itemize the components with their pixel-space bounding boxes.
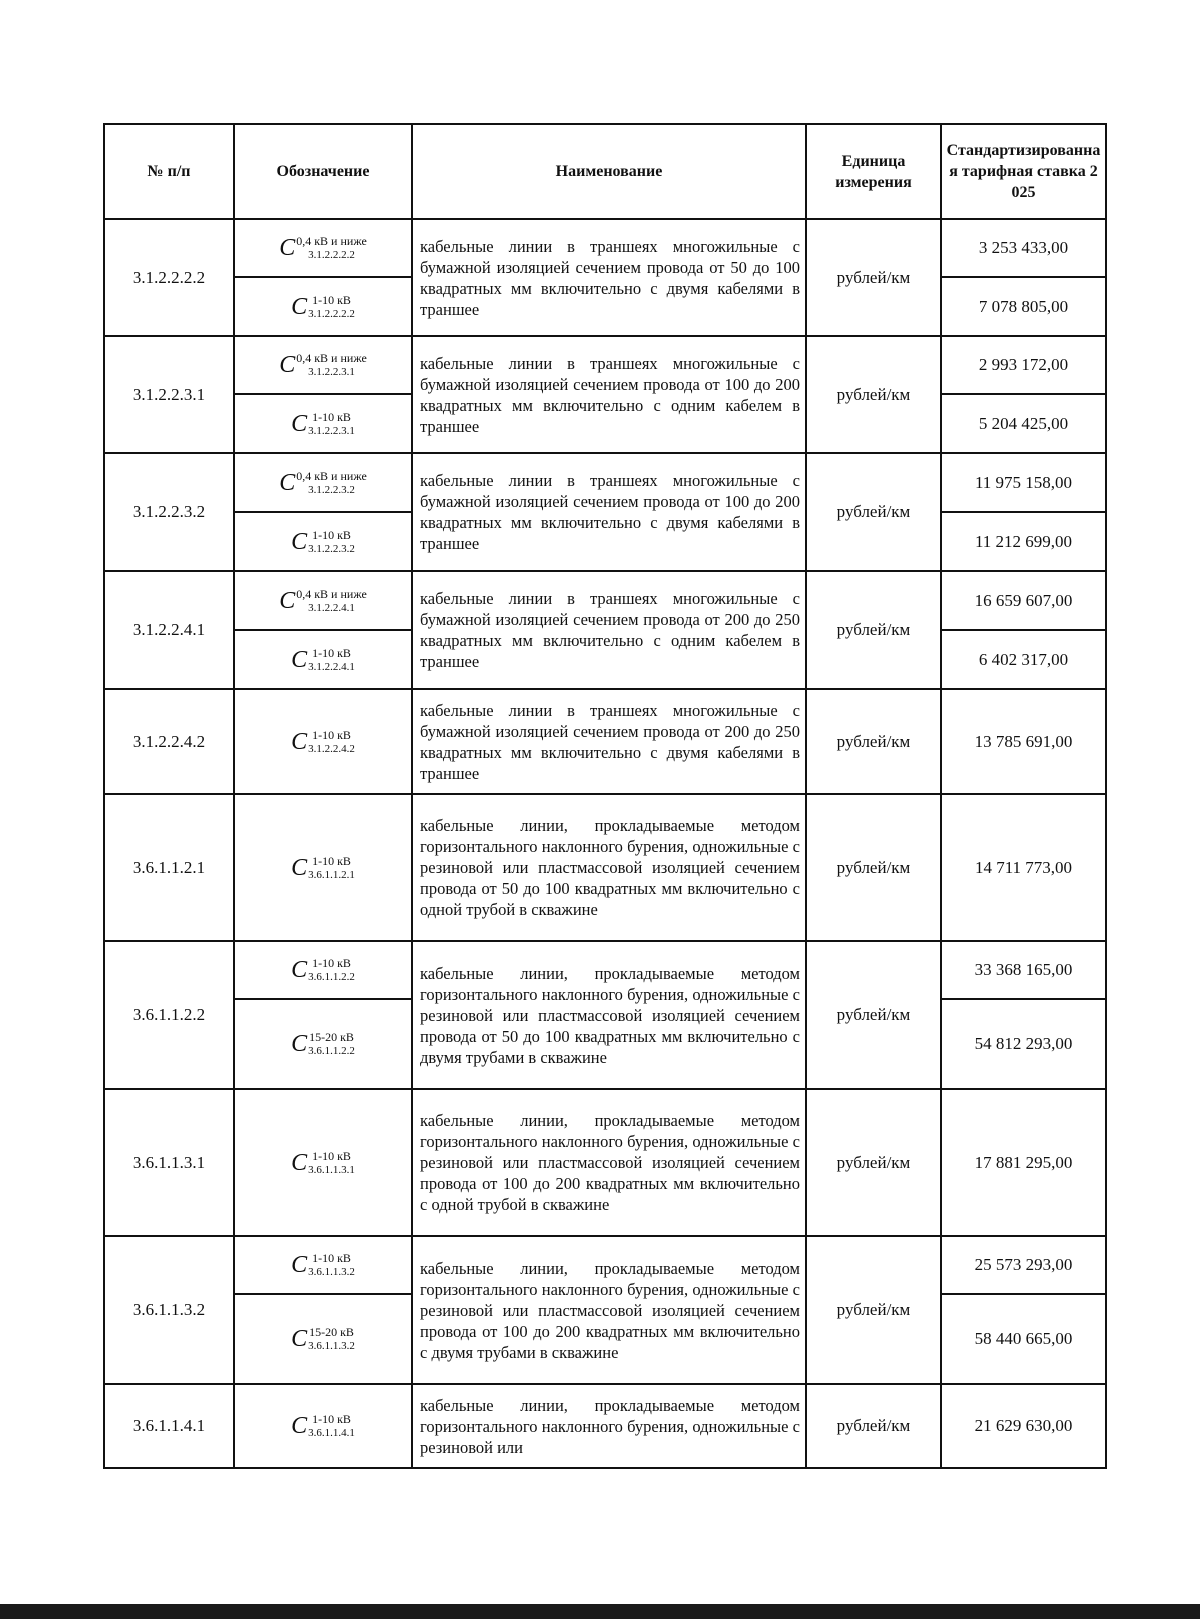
tariff-value: 21 629 630,00: [941, 1384, 1106, 1468]
symbol-letter: C: [291, 1252, 308, 1278]
symbol-letter: C: [279, 587, 296, 614]
symbol-indices: [308, 957, 355, 983]
table-body: [104, 219, 1106, 1468]
symbol-letter: C: [291, 854, 308, 881]
symbol-indices: [308, 1326, 355, 1352]
tariff-symbol: [291, 529, 355, 555]
symbol-indices: [308, 1150, 355, 1176]
symbol-index: 3.1.2.2.3.2: [308, 483, 355, 496]
tariff-value: 14 711 773,00: [941, 794, 1106, 941]
tariff-value: 13 785 691,00: [941, 689, 1106, 794]
tariff-value: 17 881 295,00: [941, 1089, 1106, 1236]
tariff-symbol: [291, 957, 355, 983]
table-row: [104, 336, 1106, 394]
item-name: кабельные линии, прокладываемые методом горизонтального наклонного бурения, одножильные с резиновой или: [412, 1384, 806, 1468]
designation-cell: [234, 1089, 412, 1236]
tariff-symbol: [291, 855, 355, 881]
symbol-letter: C: [279, 469, 296, 496]
item-unit: рублей/км: [806, 1384, 941, 1468]
symbol-letter: C: [291, 646, 308, 673]
symbol-indices: [308, 729, 355, 755]
tariff-symbol: [279, 588, 367, 614]
item-unit: рублей/км: [806, 219, 941, 336]
symbol-index: 3.6.1.1.2.2: [308, 971, 355, 983]
table-row: [104, 689, 1106, 794]
designation-cell: [234, 1384, 412, 1468]
table-row: [104, 453, 1106, 512]
symbol-index: 3.1.2.2.2.2: [308, 249, 355, 261]
item-unit: рублей/км: [806, 453, 941, 571]
designation-cell: [234, 277, 412, 336]
table-row: [104, 1089, 1106, 1236]
symbol-letter: C: [291, 1413, 308, 1439]
item-number: 3.1.2.2.2.2: [104, 219, 234, 336]
symbol-voltage: 1-10 кВ: [312, 292, 351, 307]
item-number: 3.1.2.2.3.1: [104, 336, 234, 453]
table-row: [104, 1384, 1106, 1468]
item-name: кабельные линии, прокладываемые методом горизонтального наклонного бурения, одножильные с резиновой или пластмассовой изоляцией сечением провода от 50 до 100 квадратных мм включительно с двумя трубами в скважине: [412, 941, 806, 1089]
symbol-voltage: 1-10 кВ: [312, 409, 351, 424]
symbol-voltage: 1-10 кВ: [312, 853, 351, 868]
symbol-letter: C: [291, 1031, 308, 1057]
tariff-symbol: [291, 294, 355, 320]
symbol-index: 3.1.2.2.3.1: [308, 424, 355, 437]
tariff-value: 33 368 165,00: [941, 941, 1106, 999]
item-name: кабельные линии, прокладываемые методом горизонтального наклонного бурения, одножильные с резиновой или пластмассовой изоляцией сечением провода от 100 до 200 квадратных мм включительно с двумя трубами в скважине: [412, 1236, 806, 1384]
symbol-voltage: 1-10 кВ: [312, 645, 351, 660]
tariff-value: 7 078 805,00: [941, 277, 1106, 336]
item-name: кабельные линии в траншеях многожильные с бумажной изоляцией сечением провода от 100 до 200 квадратных мм включительно с двумя кабелями в траншее: [412, 453, 806, 571]
symbol-index: 3.1.2.2.4.1: [308, 660, 355, 673]
designation-cell: [234, 1236, 412, 1294]
scan-edge-bar: [0, 1604, 1200, 1619]
item-unit: рублей/км: [806, 1089, 941, 1236]
symbol-voltage: 1-10 кВ: [312, 1412, 351, 1426]
symbol-index: 3.6.1.1.2.2: [308, 1045, 355, 1057]
header-row: [104, 124, 1106, 219]
tariff-symbol: [279, 235, 367, 261]
symbol-index: 3.1.2.2.2.2: [308, 307, 355, 320]
tariff-value: 54 812 293,00: [941, 999, 1106, 1089]
symbol-letter: C: [291, 1326, 308, 1352]
symbol-voltage: 1-10 кВ: [312, 727, 351, 742]
item-unit: рублей/км: [806, 941, 941, 1089]
table-row: [104, 1236, 1106, 1294]
item-unit: рублей/км: [806, 1236, 941, 1384]
item-unit: рублей/км: [806, 689, 941, 794]
symbol-voltage: 0,4 кВ и ниже: [296, 234, 367, 248]
symbol-indices: [308, 529, 355, 555]
symbol-indices: [308, 1413, 355, 1439]
symbol-index: 3.6.1.1.3.2: [308, 1340, 355, 1352]
tariff-value: 11 975 158,00: [941, 453, 1106, 512]
item-name: кабельные линии в траншеях многожильные с бумажной изоляцией сечением провода от 100 до 200 квадратных мм включительно с одним кабелем в траншее: [412, 336, 806, 453]
designation-cell: [234, 453, 412, 512]
symbol-voltage: 0,4 кВ и ниже: [296, 351, 367, 365]
tariff-symbol: [291, 1252, 355, 1278]
tariff-value: 25 573 293,00: [941, 1236, 1106, 1294]
tariff-symbol: [291, 1413, 355, 1439]
symbol-letter: C: [279, 352, 296, 378]
symbol-letter: C: [291, 728, 308, 755]
symbol-voltage: 15-20 кВ: [309, 1325, 354, 1339]
symbol-indices: [296, 235, 367, 261]
tariff-value: 58 440 665,00: [941, 1294, 1106, 1384]
symbol-indices: [308, 294, 355, 320]
tariff-symbol: [291, 729, 355, 755]
item-number: 3.6.1.1.2.2: [104, 941, 234, 1089]
item-number: 3.6.1.1.3.1: [104, 1089, 234, 1236]
symbol-index: 3.1.2.2.3.1: [308, 366, 355, 378]
item-name: кабельные линии в траншеях многожильные с бумажной изоляцией сечением провода от 50 до 100 квадратных мм включительно с двумя кабелями в траншее: [412, 219, 806, 336]
symbol-voltage: 1-10 кВ: [312, 1251, 351, 1265]
symbol-voltage: 0,4 кВ и ниже: [296, 586, 367, 601]
table-row: [104, 941, 1106, 999]
symbol-letter: C: [291, 410, 308, 437]
item-name: кабельные линии, прокладываемые методом горизонтального наклонного бурения, одножильные с резиновой или пластмассовой изоляцией сечением провода от 50 до 100 квадратных мм включительно с одной трубой в скважине: [412, 794, 806, 941]
symbol-indices: [296, 588, 367, 614]
symbol-indices: [296, 470, 367, 496]
designation-cell: [234, 336, 412, 394]
symbol-voltage: 1-10 кВ: [312, 956, 351, 970]
table-row: [104, 219, 1106, 277]
tariff-symbol: [291, 647, 355, 673]
symbol-letter: C: [291, 957, 308, 983]
designation-cell: [234, 512, 412, 571]
symbol-index: 3.1.2.2.4.2: [308, 742, 355, 755]
symbol-voltage: 0,4 кВ и ниже: [296, 468, 367, 483]
symbol-index: 3.1.2.2.4.1: [308, 601, 355, 614]
tariff-value: 2 993 172,00: [941, 336, 1106, 394]
item-name: кабельные линии в траншеях многожильные с бумажной изоляцией сечением провода от 200 до 250 квадратных мм включительно с одним кабелем в траншее: [412, 571, 806, 689]
item-unit: рублей/км: [806, 336, 941, 453]
item-number: 3.6.1.1.2.1: [104, 794, 234, 941]
table-row: [104, 571, 1106, 630]
designation-cell: [234, 219, 412, 277]
designation-cell: [234, 630, 412, 689]
symbol-index: 3.6.1.1.3.1: [308, 1163, 355, 1176]
symbol-letter: C: [291, 293, 308, 320]
tariff-value: 16 659 607,00: [941, 571, 1106, 630]
symbol-index: 3.6.1.1.2.1: [308, 868, 355, 881]
item-number: 3.1.2.2.4.1: [104, 571, 234, 689]
symbol-indices: [308, 855, 355, 881]
table-row: [104, 794, 1106, 941]
tariff-value: 6 402 317,00: [941, 630, 1106, 689]
tariff-symbol: [291, 1150, 355, 1176]
symbol-indices: [296, 352, 367, 378]
tariff-symbol: [291, 1326, 355, 1352]
designation-cell: [234, 941, 412, 999]
tariff-table: [103, 123, 1107, 1469]
symbol-indices: [308, 411, 355, 437]
symbol-voltage: 1-10 кВ: [312, 1148, 351, 1163]
item-name: кабельные линии, прокладываемые методом горизонтального наклонного бурения, одножильные с резиновой или пластмассовой изоляцией сечением провода от 100 до 200 квадратных мм включительно с одной трубой в скважине: [412, 1089, 806, 1236]
designation-cell: [234, 689, 412, 794]
tariff-symbol: [279, 470, 367, 496]
symbol-indices: [308, 1252, 355, 1278]
symbol-indices: [308, 647, 355, 673]
item-name: кабельные линии в траншеях многожильные с бумажной изоляцией сечением провода от 200 до 250 квадратных мм включительно с двумя кабелями в траншее: [412, 689, 806, 794]
symbol-index: 3.1.2.2.3.2: [308, 542, 355, 555]
item-number: 3.1.2.2.3.2: [104, 453, 234, 571]
tariff-symbol: [279, 352, 367, 378]
designation-cell: [234, 1294, 412, 1384]
header-designation: Обозначение: [234, 124, 412, 219]
item-unit: рублей/км: [806, 571, 941, 689]
header-unit: Единица измерения: [806, 124, 941, 219]
symbol-indices: [308, 1031, 355, 1057]
designation-cell: [234, 571, 412, 630]
designation-cell: [234, 999, 412, 1089]
symbol-voltage: 15-20 кВ: [309, 1030, 354, 1044]
symbol-letter: C: [279, 235, 296, 261]
item-number: 3.6.1.1.4.1: [104, 1384, 234, 1468]
tariff-symbol: [291, 411, 355, 437]
tariff-value: 5 204 425,00: [941, 394, 1106, 453]
symbol-letter: C: [291, 1149, 308, 1176]
header-name: Наименование: [412, 124, 806, 219]
tariff-value: 11 212 699,00: [941, 512, 1106, 571]
tariff-value: 3 253 433,00: [941, 219, 1106, 277]
symbol-letter: C: [291, 528, 308, 555]
item-unit: рублей/км: [806, 794, 941, 941]
symbol-index: 3.6.1.1.3.2: [308, 1266, 355, 1278]
designation-cell: [234, 794, 412, 941]
header-rate: Стандартизированная тарифная ставка 2025: [941, 124, 1106, 219]
symbol-voltage: 1-10 кВ: [312, 527, 351, 542]
symbol-index: 3.6.1.1.4.1: [308, 1427, 355, 1439]
designation-cell: [234, 394, 412, 453]
item-number: 3.6.1.1.3.2: [104, 1236, 234, 1384]
header-number: № п/п: [104, 124, 234, 219]
item-number: 3.1.2.2.4.2: [104, 689, 234, 794]
tariff-symbol: [291, 1031, 355, 1057]
